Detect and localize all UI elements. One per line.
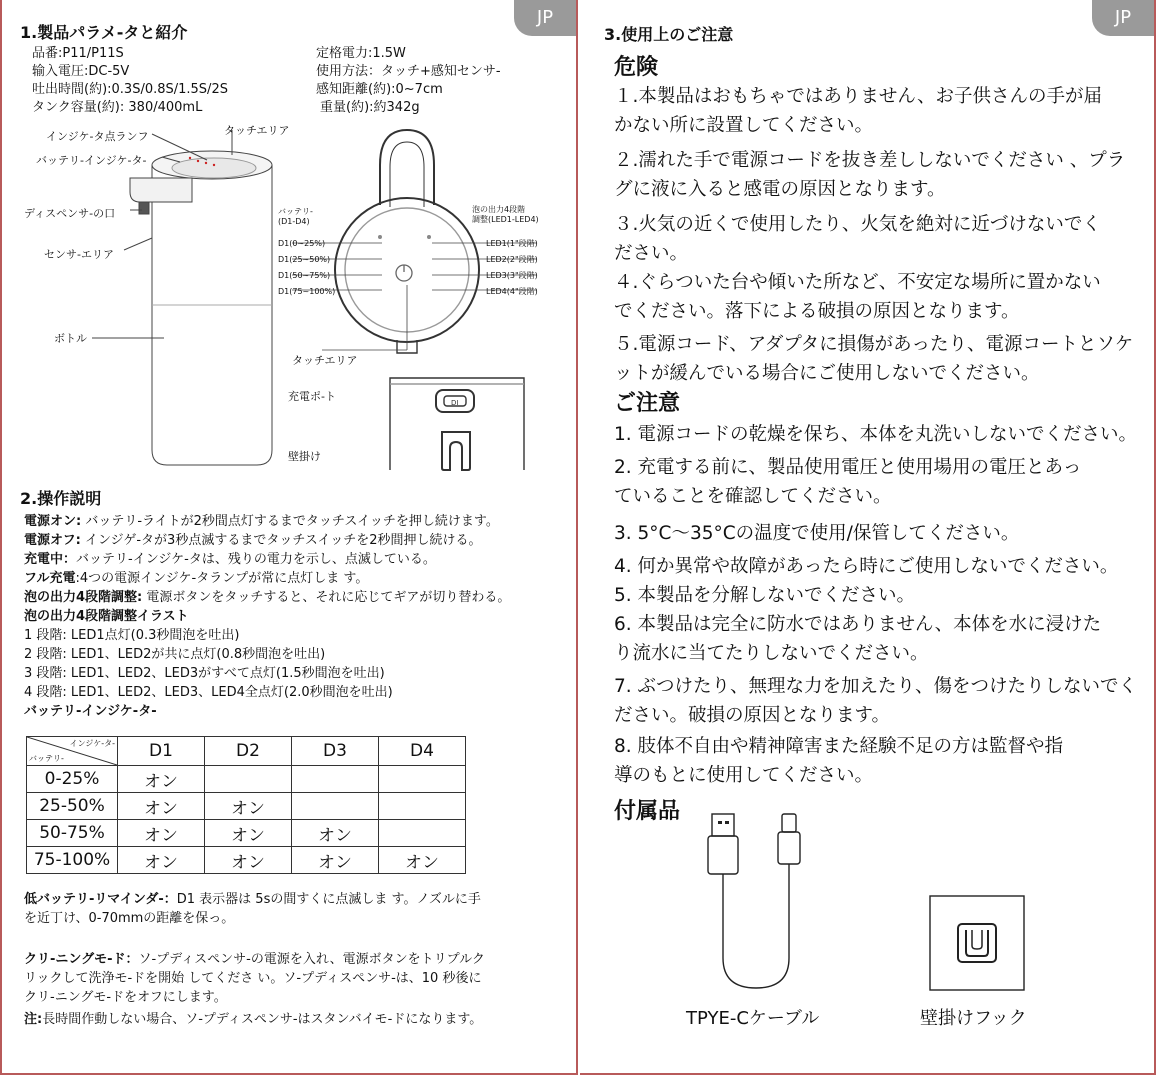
danger-item-4: ４.ぐらついた台や傾いた所など、不安定な場所に置かない	[614, 272, 1101, 293]
table-row-label: 75-100%	[27, 847, 118, 874]
cable-label: TPYE-Cケーブル	[686, 1008, 820, 1029]
caution-item-2: 2. 充電する前に、製品使用電圧と使用場用の電圧とあっ	[614, 457, 1082, 478]
label-charge-port: 充電ポ-ト	[288, 390, 336, 403]
caution-list: 1. 電源コードの乾燥を保ち、本体を丸洗いしないでください。 2. 充電する前に、製品使用電圧と使用場用の電圧とあっ ていることを確認してください。 3. 5°C～35°Cの温度で使用/保管してください。 4. 何か異常や故障があったら時にご使用しないでください。 5. 本製品を分解しないでください。 6. 本製品は完全に防水ではありません、本体を水に浸けた り流水に当てたりしないでください。 7. ぶつけたり、無理な力を加えたり、傷をつけたりしないでく ださい。破損の原因となります。 8. 肢体不自由や精神障害また経験不足の方は監督や指 導のもとに使用してください。	[614, 420, 1137, 790]
spec-power: 定格電力:1.5W	[316, 46, 406, 61]
hook-label: 壁掛けフック	[920, 1008, 1027, 1029]
section-1-title: 1.製品パラメ-タと紹介	[20, 23, 188, 42]
label-touch-area-top: タッチエリア	[224, 124, 290, 137]
spec-right-column	[316, 45, 501, 117]
spec-model: 品番:P11/P11S	[32, 46, 124, 61]
table-row	[27, 793, 466, 820]
table-row	[27, 820, 466, 847]
caution-item-4: 4. 何か異常や故障があったら時にご使用しないでください。	[614, 556, 1119, 577]
step-4: 4 段階: LED1、LED2、LED3、LED4全点灯(2.0秒間泡を吐出)	[24, 685, 393, 700]
accessories-title: 付属品	[614, 799, 681, 824]
table-cell: オン	[205, 847, 292, 874]
danger-item-1: １.本製品はおもちゃではありません、お子供さんの手が届	[614, 86, 1102, 107]
battery-table	[26, 736, 466, 874]
standby-note: 注:長時間作動しない場合、ソ-プディスペンサ-はスタンバイモ-ドになります。	[24, 1012, 483, 1027]
table-cell: オン	[205, 820, 292, 847]
wall-hook-icon	[928, 894, 1026, 992]
label-d-levels: D1(0~25%) D1(25~50%) D1(50~75%) D1(75~100%)	[278, 239, 336, 296]
label-battery-d1d4: バッテリ- (D1-D4)	[278, 207, 313, 226]
spec-left-column	[32, 45, 228, 117]
op-full-charge: フル充電:4つの電源インジケ-タランプが常に点灯しま す。	[24, 571, 369, 586]
table-cell: オン	[205, 793, 292, 820]
language-tab: JP	[1092, 0, 1154, 36]
step-1: 1 段階: LED1点灯(0.3秒間泡を吐出)	[24, 628, 240, 643]
table-col-header: D4	[379, 737, 466, 766]
table-cell	[292, 766, 379, 793]
danger-list: １.本製品はおもちゃではありません、お子供さんの手が届 かない所に設置してください。 ２.濡れた手で電源コードを抜き差ししないでください 、プラ グに液に入ると感電の原因となります。 ３.火気の近くで使用したり、火気を絶対に近づけないでく ださい。 ４.ぐらついた台や傾いた所など、不安定な場所に置かない でください。落下による破損の原因となります。 ５.電源コード、アダプタに損傷があったり、電源コートとソケ ットが緩んでいる場合にご使用しないでください。	[614, 82, 1133, 388]
label-sensor-area: センサ-エリア	[44, 248, 114, 261]
table-cell: オン	[292, 847, 379, 874]
table-col-header: D3	[292, 737, 379, 766]
table-col-header: D1	[118, 737, 205, 766]
label-touch-area-bottom: タッチエリア	[292, 354, 358, 367]
op-power-off: 電源オフ: インジゲ-タが3秒点滅するまでタッチスイッチを2秒間押し続ける。	[24, 533, 482, 548]
table-row	[27, 847, 466, 874]
language-tab: JP	[514, 0, 576, 36]
label-dispenser-mouth: ディスペンサ-の口	[24, 207, 116, 220]
caution-item-6: 6. 本製品は完全に防水ではありません、本体を水に浸けた	[614, 614, 1102, 635]
label-bottle: ボトル	[54, 332, 87, 345]
table-cell	[205, 766, 292, 793]
label-led-levels: LED1(1"段階) LED2(2"段階) LED3(3"段階) LED4(4"段階)	[486, 239, 538, 296]
caution-item-7: 7. ぶつけたり、無理な力を加えたり、傷をつけたりしないでく	[614, 676, 1138, 697]
label-wall-hang: 壁掛け	[288, 450, 321, 463]
caution-item-8: 8. 肢体不自由や精神障害また経験不足の方は監督や指	[614, 736, 1064, 757]
caution-item-5: 5. 本製品を分解しないでください。	[614, 585, 916, 606]
table-cell: オン	[292, 820, 379, 847]
usb-cable-icon	[690, 808, 840, 998]
spec-voltage: 输入電圧:DC-5V	[32, 64, 130, 79]
table-col-header: D2	[205, 737, 292, 766]
caution-item-1: 1. 電源コードの乾燥を保ち、本体を丸洗いしないでください。	[614, 424, 1138, 445]
caution-title: ご注意	[614, 391, 681, 416]
danger-item-2: ２.濡れた手で電源コードを抜き差ししないでください 、プラ	[614, 150, 1126, 171]
table-row-label: 25-50%	[27, 793, 118, 820]
op-foam-adjust: 泡の出力4段階調整: 電源ボタンをタッチすると、それに応じてギアが切り替わる。	[24, 590, 511, 605]
table-cell: オン	[118, 820, 205, 847]
table-cell: オン	[118, 793, 205, 820]
label-battery-indicator: バッテリ-インジケ-タ-	[36, 154, 147, 167]
step-2: 2 段階: LED1、LED2が共に点灯(0.8秒間泡を吐出)	[24, 647, 326, 662]
label-indicator-lamp: インジケ-タ点ランフ	[46, 130, 149, 143]
table-cell	[292, 793, 379, 820]
table-cell	[379, 793, 466, 820]
operation-list	[24, 512, 510, 721]
caution-item-3: 3. 5°C～35°Cの温度で使用/保管してください。	[614, 523, 1020, 544]
cleaning-mode: クリ-ニングモ-ド：ソ-プディスペンサ-の電源を入れ、電源ボタンをトリプルク リックして洗浄モ-ドを開始 してくださ い。ソ-プディスペンサ-は、10 秒後に クリ-ニングモ-ドをオフにします。	[24, 952, 485, 1005]
table-cell	[379, 766, 466, 793]
spec-usage: 使用方法：タッチ+感知センサ-	[316, 64, 501, 79]
table-row	[27, 766, 466, 793]
op-foam-illustration: 泡の出力4段階調整イラスト	[24, 609, 189, 624]
danger-title: 危険	[614, 55, 659, 80]
spec-tank-capacity: タンク容量(約): 380/400mL	[32, 100, 203, 115]
spec-weight: 重量(約):約342g	[320, 100, 420, 115]
label-foam-output: 泡の出力4段階 調整(LED1-LED4)	[472, 205, 539, 224]
step-3: 3 段階: LED1、LED2、LED3がすべて点灯(1.5秒間泡を吐出)	[24, 666, 385, 681]
table-corner-cell: インジケ-タ- バッテリ-	[27, 737, 118, 766]
table-row-label: 50-75%	[27, 820, 118, 847]
table-cell: オン	[118, 766, 205, 793]
table-cell: オン	[118, 847, 205, 874]
op-charging: 充電中：バッテリ-インジケ-タは、残りの電力を示し、点滅している。	[24, 552, 436, 567]
table-header-row	[27, 737, 466, 766]
right-page	[580, 0, 1156, 1075]
danger-item-3: ３.火気の近くで使用したり、火気を絶対に近づけないでく	[614, 214, 1101, 235]
port-hook-diagram	[382, 370, 532, 480]
spec-discharge-time: 吐出時間(約):0.3S/0.8S/1.5S/2S	[32, 82, 228, 97]
low-battery-reminder: 低バッテリ-リマインダ-：D1 表示器は 5sの間すくに点滅しま す。ノズルに手 を近丁け、0-70mmの距離を保っ。	[24, 892, 481, 926]
table-cell: オン	[379, 847, 466, 874]
battery-heading: バッテリ-インジケ-タ-	[24, 704, 157, 719]
op-power-on: 電源オン: バッテリ-ライトが2秒間点灯するまでタッチスイッチを押し続けます。	[24, 514, 499, 529]
section-3-title: 3.使用上のご注意	[604, 25, 734, 44]
spec-sensing-distance: 感知距離(約):0~7cm	[316, 82, 443, 97]
svg-text:DI: DI	[451, 399, 459, 407]
table-row-label: 0-25%	[27, 766, 118, 793]
section-2-title: 2.操作説明	[20, 489, 102, 508]
table-cell	[379, 820, 466, 847]
danger-item-5: ５.電源コード、アダプタに損傷があったり、電源コートとソケ	[614, 334, 1134, 355]
